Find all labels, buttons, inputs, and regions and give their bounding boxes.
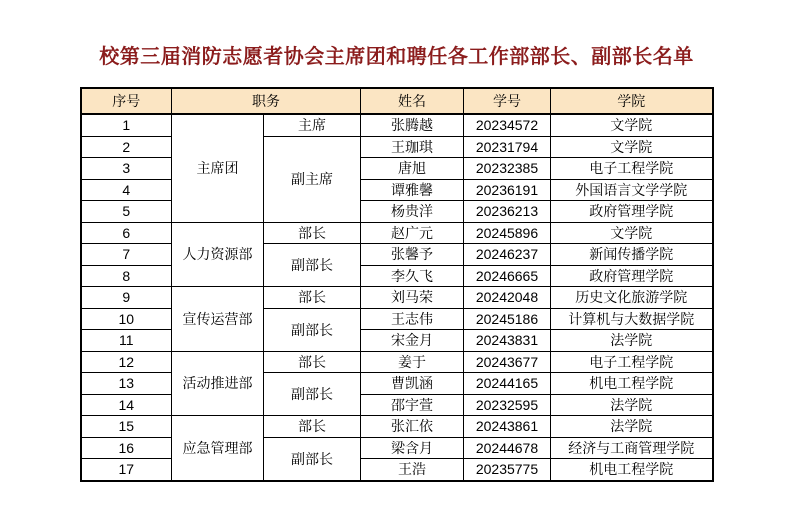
roster-table — [80, 87, 714, 482]
cell-college: 电子工程学院 — [551, 351, 713, 373]
cell-student-id: 20232385 — [464, 158, 551, 180]
cell-department: 人力资源部 — [172, 222, 264, 287]
roster-table-header — [81, 88, 713, 114]
cell-student-id: 20242048 — [464, 287, 551, 309]
cell-no: 13 — [81, 373, 172, 395]
cell-college: 文学院 — [551, 114, 713, 136]
cell-name: 谭雅馨 — [361, 179, 464, 201]
cell-department: 主席团 — [172, 114, 264, 222]
cell-role: 副部长 — [264, 308, 361, 351]
cell-no: 8 — [81, 265, 172, 287]
cell-college: 计算机与大数据学院 — [551, 308, 713, 330]
cell-student-id: 20244165 — [464, 373, 551, 395]
header-row — [81, 88, 713, 114]
cell-no: 12 — [81, 351, 172, 373]
cell-student-id: 20231794 — [464, 136, 551, 158]
cell-no: 4 — [81, 179, 172, 201]
cell-name: 王珈琪 — [361, 136, 464, 158]
cell-no: 3 — [81, 158, 172, 180]
cell-no: 14 — [81, 394, 172, 416]
cell-college: 政府管理学院 — [551, 265, 713, 287]
cell-no: 6 — [81, 222, 172, 244]
cell-college: 机电工程学院 — [551, 459, 713, 481]
cell-role: 主席 — [264, 114, 361, 136]
cell-student-id: 20243861 — [464, 416, 551, 438]
table-row — [81, 114, 713, 136]
cell-name: 刘马荣 — [361, 287, 464, 309]
cell-student-id: 20243831 — [464, 330, 551, 352]
cell-college: 政府管理学院 — [551, 201, 713, 223]
cell-no: 15 — [81, 416, 172, 438]
cell-college: 历史文化旅游学院 — [551, 287, 713, 309]
cell-no: 9 — [81, 287, 172, 309]
cell-name: 张汇依 — [361, 416, 464, 438]
cell-department: 应急管理部 — [172, 416, 264, 481]
cell-name: 王浩 — [361, 459, 464, 481]
cell-college: 法学院 — [551, 330, 713, 352]
page-title: 校第三届消防志愿者协会主席团和聘任各工作部部长、副部长名单 — [99, 46, 694, 68]
cell-college: 法学院 — [551, 394, 713, 416]
cell-student-id: 20234572 — [464, 114, 551, 136]
cell-no: 2 — [81, 136, 172, 158]
cell-student-id: 20246237 — [464, 244, 551, 266]
cell-college: 经济与工商管理学院 — [551, 437, 713, 459]
cell-college: 新闻传播学院 — [551, 244, 713, 266]
cell-name: 唐旭 — [361, 158, 464, 180]
roster-table-body — [81, 114, 713, 481]
cell-name: 李久飞 — [361, 265, 464, 287]
cell-name: 王志伟 — [361, 308, 464, 330]
cell-college: 文学院 — [551, 136, 713, 158]
header-cell-college: 学院 — [551, 88, 713, 114]
cell-name: 张馨予 — [361, 244, 464, 266]
cell-name: 姜于 — [361, 351, 464, 373]
cell-student-id: 20236213 — [464, 201, 551, 223]
cell-student-id: 20235775 — [464, 459, 551, 481]
cell-name: 邵宇萱 — [361, 394, 464, 416]
cell-role: 部长 — [264, 416, 361, 438]
table-row — [81, 351, 713, 373]
cell-name: 曹凯涵 — [361, 373, 464, 395]
cell-student-id: 20245896 — [464, 222, 551, 244]
cell-role: 副主席 — [264, 136, 361, 222]
header-cell-name: 姓名 — [361, 88, 464, 114]
cell-no: 10 — [81, 308, 172, 330]
cell-no: 5 — [81, 201, 172, 223]
cell-name: 张腾越 — [361, 114, 464, 136]
cell-role: 副部长 — [264, 244, 361, 287]
cell-department: 宣传运营部 — [172, 287, 264, 352]
cell-no: 17 — [81, 459, 172, 481]
cell-student-id: 20236191 — [464, 179, 551, 201]
cell-student-id: 20232595 — [464, 394, 551, 416]
cell-student-id: 20246665 — [464, 265, 551, 287]
cell-name: 赵广元 — [361, 222, 464, 244]
cell-college: 法学院 — [551, 416, 713, 438]
header-cell-student-id: 学号 — [464, 88, 551, 114]
cell-student-id: 20244678 — [464, 437, 551, 459]
cell-no: 16 — [81, 437, 172, 459]
cell-role: 副部长 — [264, 373, 361, 416]
cell-name: 杨贵洋 — [361, 201, 464, 223]
cell-student-id: 20243677 — [464, 351, 551, 373]
cell-name: 宋金月 — [361, 330, 464, 352]
cell-college: 文学院 — [551, 222, 713, 244]
cell-role: 部长 — [264, 222, 361, 244]
cell-no: 11 — [81, 330, 172, 352]
cell-name: 梁含月 — [361, 437, 464, 459]
table-row — [81, 287, 713, 309]
cell-role: 部长 — [264, 351, 361, 373]
cell-student-id: 20245186 — [464, 308, 551, 330]
cell-role: 副部长 — [264, 437, 361, 481]
table-row — [81, 416, 713, 438]
cell-college: 外国语言文学学院 — [551, 179, 713, 201]
cell-role: 部长 — [264, 287, 361, 309]
cell-no: 1 — [81, 114, 172, 136]
cell-college: 机电工程学院 — [551, 373, 713, 395]
header-cell-no: 序号 — [81, 88, 172, 114]
cell-department: 活动推进部 — [172, 351, 264, 416]
table-row — [81, 222, 713, 244]
cell-college: 电子工程学院 — [551, 158, 713, 180]
cell-no: 7 — [81, 244, 172, 266]
header-cell-position: 职务 — [172, 88, 361, 114]
